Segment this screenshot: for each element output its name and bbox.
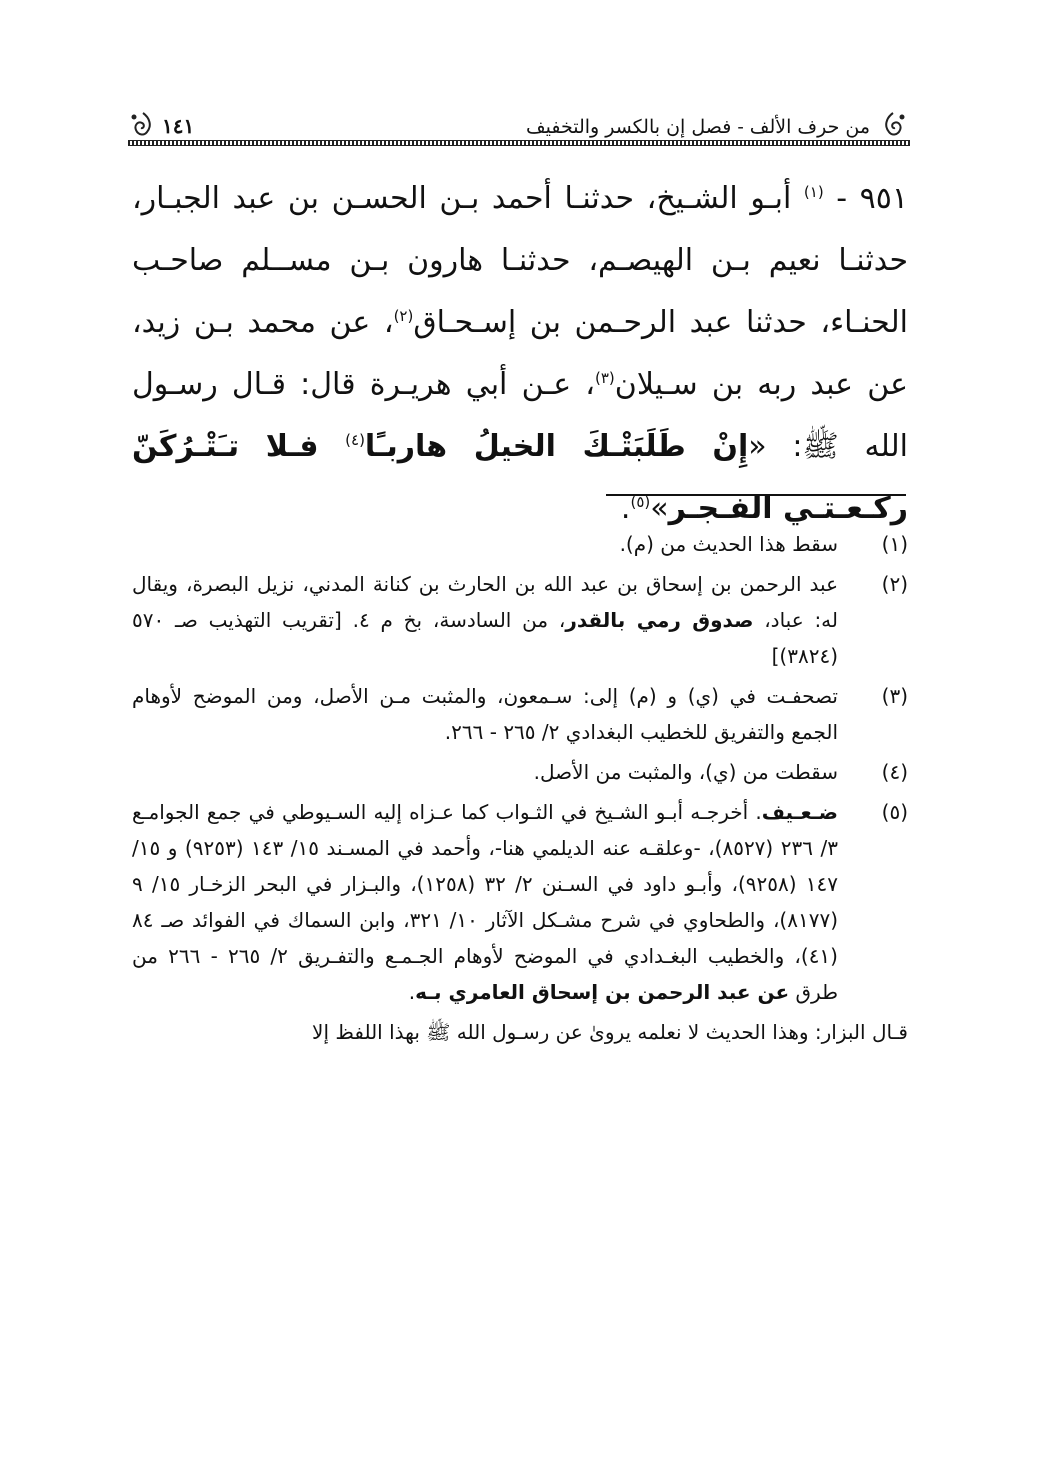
hadith-text [132,168,908,540]
text-segment: » [650,491,669,526]
footnote-ref: (٤) [345,431,365,449]
footnote-number: (٤) [881,760,908,784]
running-header [128,104,910,144]
text-segment: . [620,491,631,526]
page-number: ١٤١ [162,114,195,138]
footnote-ref: (٥) [630,493,651,511]
hadith-quote: فـلا تـَتْـرُكَنّ ركـعـتـي الفـجـر [132,429,908,526]
footnote-emphasis: صدوق رمي بالقدر [565,608,754,632]
footnote-ref: (٣) [595,369,615,387]
footnote [132,566,908,674]
text-segment: ، عـن أبي هريـرة قال: قـال رسـول الله ﷺ: « [132,367,908,464]
footnote-ref: (٢) [393,307,414,325]
footnote-continuation: قـال البزار: وهذا الحديث لا نعلمه يروىٰ عن رسـول الله ﷺ بهذا اللفظ إلا [312,1020,908,1044]
text-segment: أبـو الشـيخ، حدثنـا أحمد بـن الحسـن بن عبد الجبـار، حدثنـا نعيم بـن الهيصـم، حدثنـا هارون بـن مســلم صاحـب الحنـاء، حدثنا عبد الرحـمن بن إسـحـاق [132,181,909,340]
footnote [132,754,908,790]
footnote-text: تصحفـت في (ي) و (م) إلى: سـمعون، والمثبت مـن الأصل، ومن الموضح لأوهام الجمع والتفريق للخطيب البغدادي ٢/ ٢٦٥ - ٢٦٦. [132,684,838,744]
header-rule [128,140,910,146]
footnote-grade: ضـعـيف [761,800,838,824]
footnote [132,678,908,750]
footnote-emphasis: عن عبد الرحمن بن إسحاق العامري بـه [415,980,790,1004]
footnote-text: سقط هذا الحديث من (م). [619,532,838,556]
hadith-quote: إِنْ طَلَبَتْـكَ الخيلُ هاربـًا [364,429,749,464]
footnote-text: ، من السادسة، بخ م ٤. [تقريب التهذيب صـ ٥٧٠ (٣٨٢٤)] [132,608,838,668]
footnote [132,794,908,1010]
ornament-icon [128,110,158,140]
dash: - [836,181,848,216]
footnote-number: (٢) [881,572,908,596]
footnote-number: (٥) [881,800,908,824]
hadith-number: ٩٥١ [859,181,908,216]
footnote-text: سقطت من (ي)، والمثبت من الأصل. [533,760,838,784]
footnote [132,526,908,562]
ornament-icon [878,110,908,140]
header-title: من حرف الألف - فصل إن بالكسر والتخفيف [525,116,870,138]
text-segment: ، عن محمد بـن زيد، عن عبد ربه بن سـيلان [132,305,908,402]
footnote-text: . [408,980,416,1004]
footnote-number: (٣) [881,684,908,708]
footnote-separator [606,494,906,496]
footnote-ref: (١) [803,183,824,201]
footnotes [132,526,908,1050]
footnote-text: عبد الرحمن بن إسحاق بن عبد الله بن الحارث بن كنانة المدني، نزيل البصرة، ويقال له: عباد، [132,572,838,632]
footnote-number: (١) [881,532,908,556]
footnote-text: . أخرجـه أبـو الشـيخ في الثـواب كما عـزاه إليه السـيوطي في جمع الجوامـع ٣/ ٢٣٦ (٨٥٢٧)، -وعلقـه عنه الديلمي هنا-، وأحمد في المسـند ١٥/ ١٤٣ (٩٢٥٣) و ١٥/ ١٤٧ (٩٢٥٨)، وأبـو داود في السـنن ٢/ ٣٢ (١٢٥٨)، والبـزار في البحر الزخـار ١٥/ ٩ (٨١٧٧)، والطحاوي في شرح مشـكل الآثار ١٠/ ٣٢١، وابن السماك في الفوائد صـ ٨٤ (٤١)، والخطيب البغـدادي في الموضح لأوهام الجـمـع والتفـريق ٢/ ٢٦٥ - ٢٦٦ من طرق [132,800,838,1004]
